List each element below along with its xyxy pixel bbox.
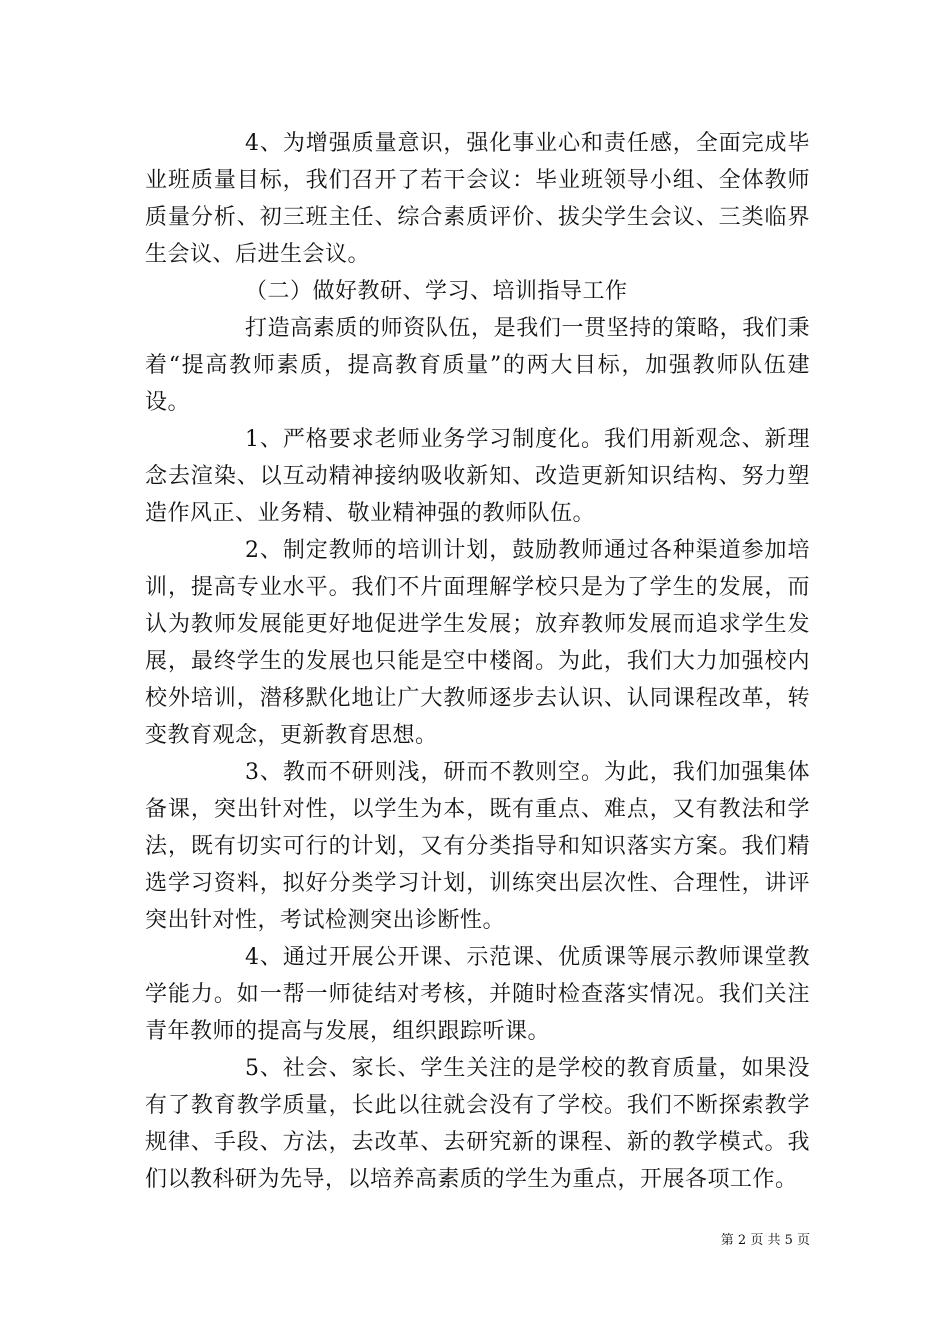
paragraph-intro: 打造高素质的师资队伍，是我们一贯坚持的策略，我们秉着“提高教师素质，提高教育质量”的两大目标，加强教师队伍建设。 [145, 316, 810, 415]
paragraph-item-2: 2、制定教师的培训计划，鼓励教师通过各种渠道参加培训，提高专业水平。我们不片面理解学校只是为了学生的发展，而认为教师发展能更好地促进学生发展；放弃教师发展而追求学生发展，最终学生的发展也只能是空中楼阁。为此，我们大力加强校内校外培训，潜移默化地让广大教师逐步去认识、认同课程改革，转变教育观念，更新教育思想。 [145, 538, 810, 748]
paragraph-item-1: 1、严格要求老师业务学习制度化。我们用新观念、新理念去渲染、以互动精神接纳吸收新知、改造更新知识结构、努力塑造作风正、业务精、敬业精神强的教师队伍。 [145, 427, 810, 526]
paragraph-item-4: 4、通过开展公开课、示范课、优质课等展示教师课堂教学能力。如一帮一师徒结对考核，并随时检查落实情况。我们关注青年教师的提高与发展，组织跟踪听课。 [145, 945, 810, 1044]
section-heading: （二）做好教研、学习、培训指导工作 [245, 279, 628, 304]
document-body [145, 125, 810, 1198]
paragraph-item-5: 5、社会、家长、学生关注的是学校的教育质量，如果没有了教育教学质量，长此以往就会没有了学校。我们不断探索教学规律、手段、方法，去改革、去研究新的课程、新的教学模式。我们以教科研为先导，以培养高素质的学生为重点，开展各项工作。 [145, 1056, 810, 1192]
paragraph-meetings: 4、为增强质量意识，强化事业心和责任感，全面完成毕业班质量目标，我们召开了若干会议：毕业班领导小组、全体教师质量分析、初三班主任、综合素质评价、拔尖学生会议、三类临界生会议、后进生会议。 [145, 131, 810, 267]
page-number-footer: 第 2 页 共 5 页 [720, 1233, 810, 1248]
paragraph-item-3: 3、教而不研则浅，研而不教则空。为此，我们加强集体备课，突出针对性，以学生为本，既有重点、难点，又有教法和学法，既有切实可行的计划，又有分类指导和知识落实方案。我们精选学习资料，拟好分类学习计划，训练突出层次性、合理性，讲评突出针对性，考试检测突出诊断性。 [145, 760, 810, 933]
